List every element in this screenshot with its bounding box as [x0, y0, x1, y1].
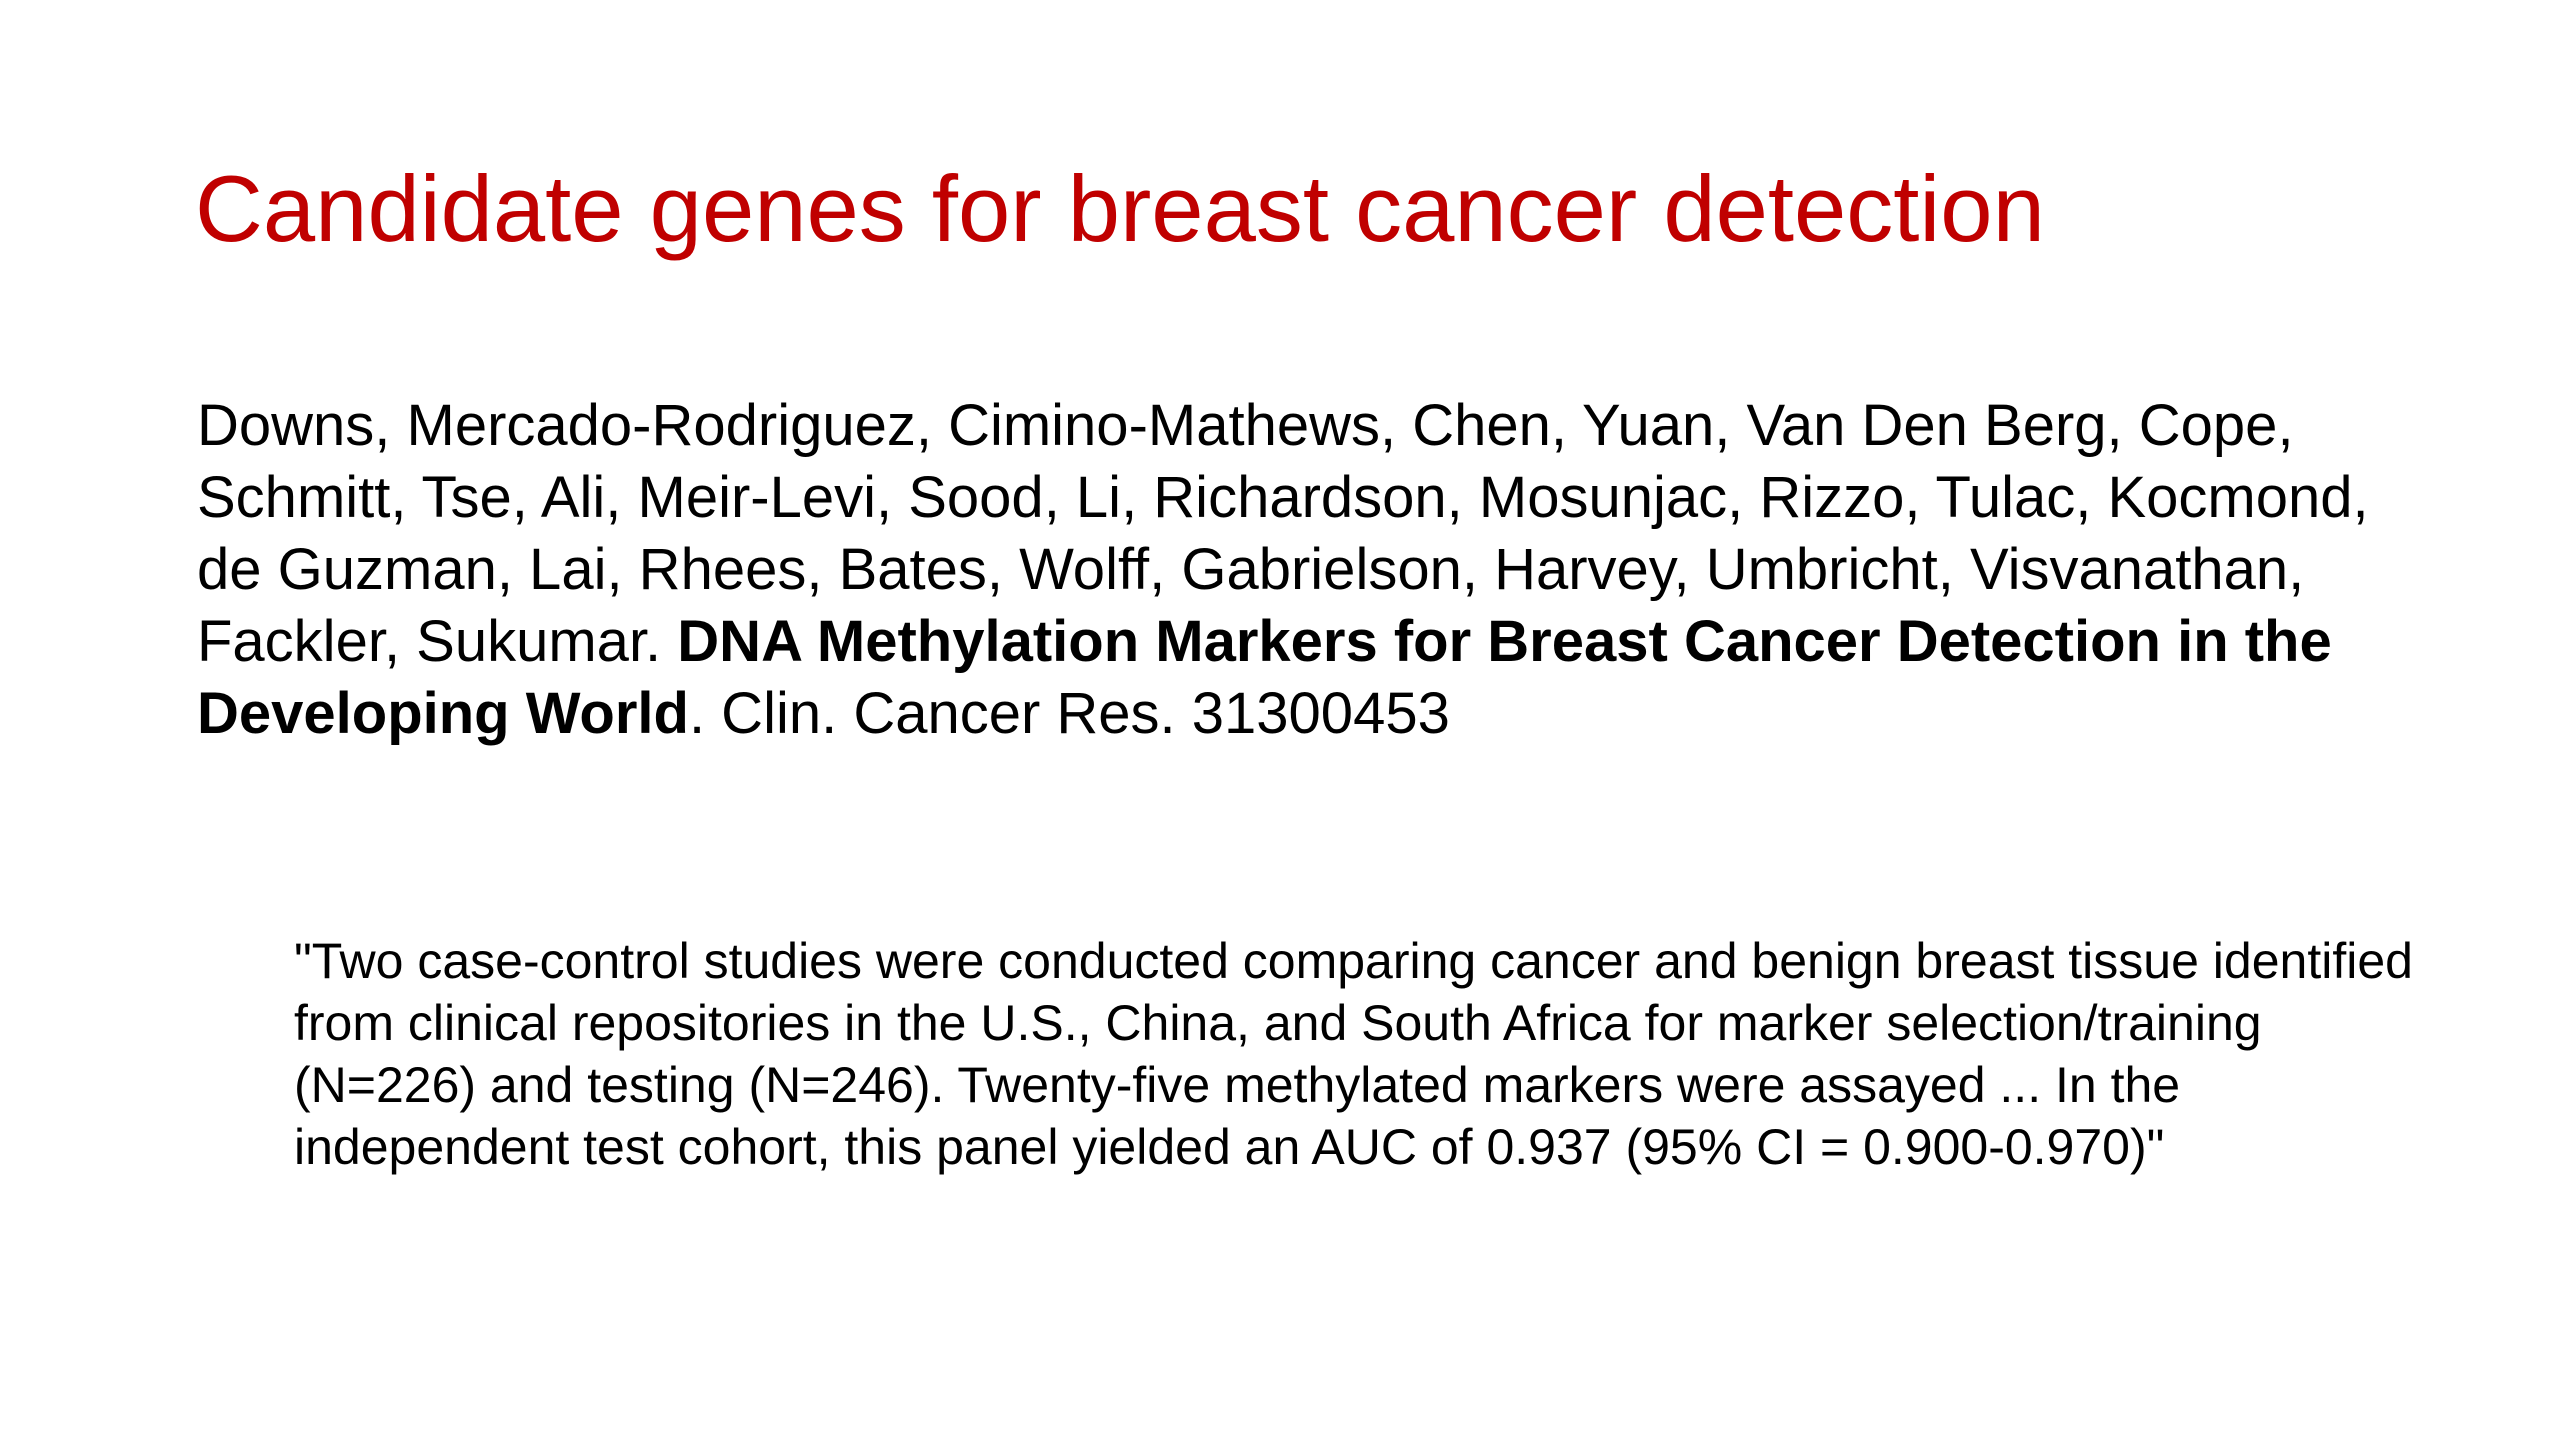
citation-authors: Downs, Mercado-Rodriguez, Cimino-Mathews, Chen, Yuan, Van Den Berg, Cope, Schmitt, Tse, Ali, Meir-Levi, Sood, Li, Richardson, Mosunjac, Rizzo, Tulac, Kocmond, de Guzman, Lai, Rhees, Bates, Wolff, Gabrielson, Harvey, Umbricht, Visvanathan, Fackler, Sukumar.: [197, 393, 2369, 674]
abstract-quote: "Two case-control studies were conducted comparing cancer and benign breast tissue identified from clinical repositories in the U.S., China, and South Africa for marker selection/training (N=226) and testing (N=246). Twenty-five methylated markers were assayed ... In the independent test cohort, this panel yielded an AUC of 0.937 (95% CI = 0.900-0.970)": [294, 933, 2413, 1175]
citation: [197, 390, 2387, 750]
citation-paper-title: DNA Methylation Markers for Breast Cancer Detection in the Developing World: [197, 609, 2332, 746]
citation-journal: . Clin. Cancer Res. 31300453: [688, 681, 1450, 746]
slide-title: Candidate genes for breast cancer detection: [195, 156, 2045, 261]
